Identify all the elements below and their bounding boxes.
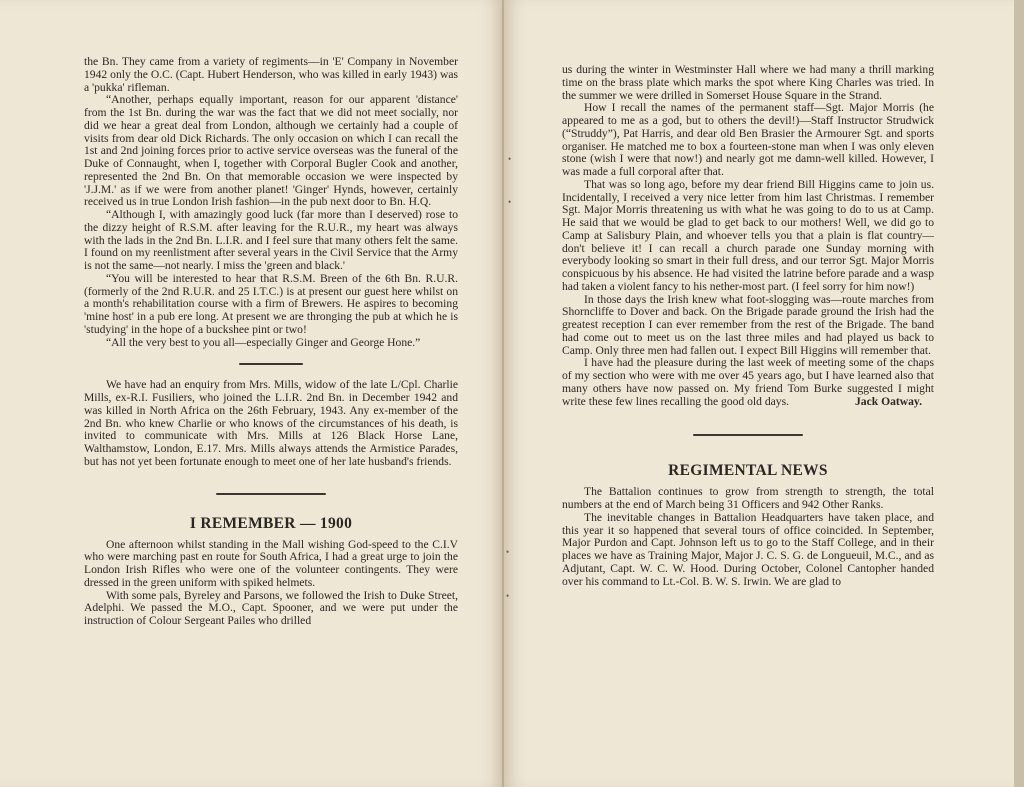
article-heading: REGIMENTAL NEWS — [668, 462, 828, 480]
paragraph: That was so long ago, before my dear friend Bill Higgins came to join us. Incidentally, I received a very nice letter from him last Christmas. I remember Sgt. Major Morris threatening us with what he was going to do to us at Camp. He said that we would be glad to get back to our mothers! Well, we did go to Camp at Salisbury Plain, and whoever tells you that a plain is flat country—don't believe it! I can recall a church parade one Sunday morning with everybody looking so smart in their full dress, and our terror Sgt. Major Morris conspicuous by his absence. He had visited the latrine before parade and a wasp had taken a violent fancy to his nether-most part. (I feel sorry for him now!) — [562, 177, 934, 293]
right-column — [562, 64, 934, 588]
article-heading: I REMEMBER — 1900 — [189, 514, 353, 532]
section-divider — [239, 363, 303, 365]
paragraph: “Although I, with amazingly good luck (far more than I deserved) rose to the dizzy height of R.S.M. after leaving for the R.U.R., my heart was always with the lads in the 2nd Bn. L.I.R. and I feel sure that many others felt the same. I found on my reenlistment after several years in the Civil Service that the Army is not the same—not nearly. I miss the 'green and black.' — [84, 208, 458, 272]
paragraph-closing — [562, 357, 934, 408]
margin-mark: • — [506, 591, 510, 601]
paragraph: The Battalion continues to grow from strength to strength, the total numbers at the end of March being 31 Officers and 942 Other Ranks. — [562, 485, 934, 511]
left-page — [0, 0, 503, 787]
paragraph: How I recall the names of the permanent staff—Sgt. Major Morris (he appeared to me as a god, but to others the devil!)—Staff Instructor Strudwick (“Struddy”), Pat Harris, and dear old Ben Brasier the Armourer Sgt. and sports organiser. He matched me to box a fourteen-stone man when I was only eleven stone (wish I were that now!) and nearly got me damn-well killed. However, I was made a full corporal after that. — [562, 101, 934, 178]
page-edge — [1014, 0, 1024, 787]
right-page — [504, 0, 1024, 787]
left-column — [84, 56, 458, 628]
signature: Jack Oatway. — [855, 394, 922, 408]
paragraph: With some pals, Byreley and Parsons, we followed the Irish to Duke Street, Adelphi. We passed the M.O., Capt. Spooner, and we were put under the instruction of Colour Sergeant Pailes who drilled — [84, 588, 458, 627]
paragraph: In those days the Irish knew what foot-slogging was—route marches from Shorncliffe to Dover and back. On the Brigade parade ground the Irish had the greatest reception I can ever remember from the rest of the Brigade. The band had come out to meet us on the last three miles and had played us back to Camp. Only three men had fallen out. I expect Bill Higgins will remember that. — [562, 292, 934, 357]
paragraph: One afternoon whilst standing in the Mall wishing God-speed to the C.I.V who were marching past en route for South Africa, I had a great urge to join the London Irish Rifles who were one of the volunteer contingents. They were dressed in the green uniform with spiked helmets. — [84, 537, 458, 589]
paragraph: us during the winter in Westminster Hall where we had many a thrill marking time on the brass plate which marks the spot where King Charles was tried. In the summer we were drilled in Somerset House Square in the Strand. — [562, 63, 934, 102]
paragraph: “All the very best to you all—especially Ginger and George Hone.” — [106, 335, 421, 349]
closing-text: I have had the pleasure during the last week of meeting some of the chaps of my section who were with me over 45 years ago, but I have learned also that many others have now passed on. My friend Tom Burke suggested I might write these few lines recalling the good old days. — [562, 356, 934, 408]
margin-mark: • — [508, 154, 512, 164]
paragraph: The inevitable changes in Battalion Headquarters have taken place, and this year it so happened that several tours of office coincided. In September, Major Purdon and Capt. Johnson left us to go to the Staff College, and in their places we have as Training Major, Major J. C. S. G. de Longueuil, M.C., and as Adjutant, Capt. W. C. W. Hood. During October, Colonel Cantopher handed over his command to Lt.-Col. B. W. S. Irwin. We are glad to — [562, 510, 934, 588]
paragraph: “You will be interested to hear that R.S.M. Breen of the 6th Bn. R.U.R. (formerly of the 2nd R.U.R. and 25 I.T.C.) is at present our guest here whilst on a month's rehabilitation course with a firm of Brewers. He aspires to becoming 'mine host' in a pub ere long. At present we are thronging the pub at which he is 'studying' in the hope of a buckshee pint or two! — [84, 271, 458, 336]
paragraph-mills-enquiry: We have had an enquiry from Mrs. Mills, widow of the late L/Cpl. Charlie Mills, ex-R.I. Fusiliers, who joined the L.I.R. 2nd Bn. in December 1942 and was killed in North Africa on the 26th February, 1943. Any ex-member of the 2nd Bn. who knew Charlie or who knows of the circumstances of his death, is invited to communicate with Mrs. Mills at 126 Black Horse Lane, Walthamstow, London, E.17. Mrs. Mills always attends the Armistice Parades, but has not yet been fortunate enough to meet one of her late husband's friends. — [84, 378, 458, 468]
paragraph: “Another, perhaps equally important, reason for our apparent 'distance' from the 1st Bn. during the war was the fact that we did not meet socially, nor did we hear a great deal from London, although we certainly had a couple of visits from dear old Dick Richards. The only occasion on which I can recall the 1st and 2nd joining forces prior to active service overseas was the funeral of the Duke of Connaught, when I, together with Corporal Bugler Cook and another, represented the 2nd Bn. On that memorable occasion we were inspected by 'J.J.M.' as if we were from another planet! 'Ginger' Hynds, however, certainly received us in true London Irish fashion—in the pub next door to Bn. H.Q. — [84, 93, 458, 209]
margin-mark: • — [508, 197, 512, 207]
paragraph: the Bn. They came from a variety of regiments—in 'E' Company in November 1942 only the O.C. (Capt. Hubert Henderson, who was killed in early 1943) was a 'pukka' rifleman. — [84, 55, 458, 94]
margin-mark: • — [506, 547, 510, 557]
